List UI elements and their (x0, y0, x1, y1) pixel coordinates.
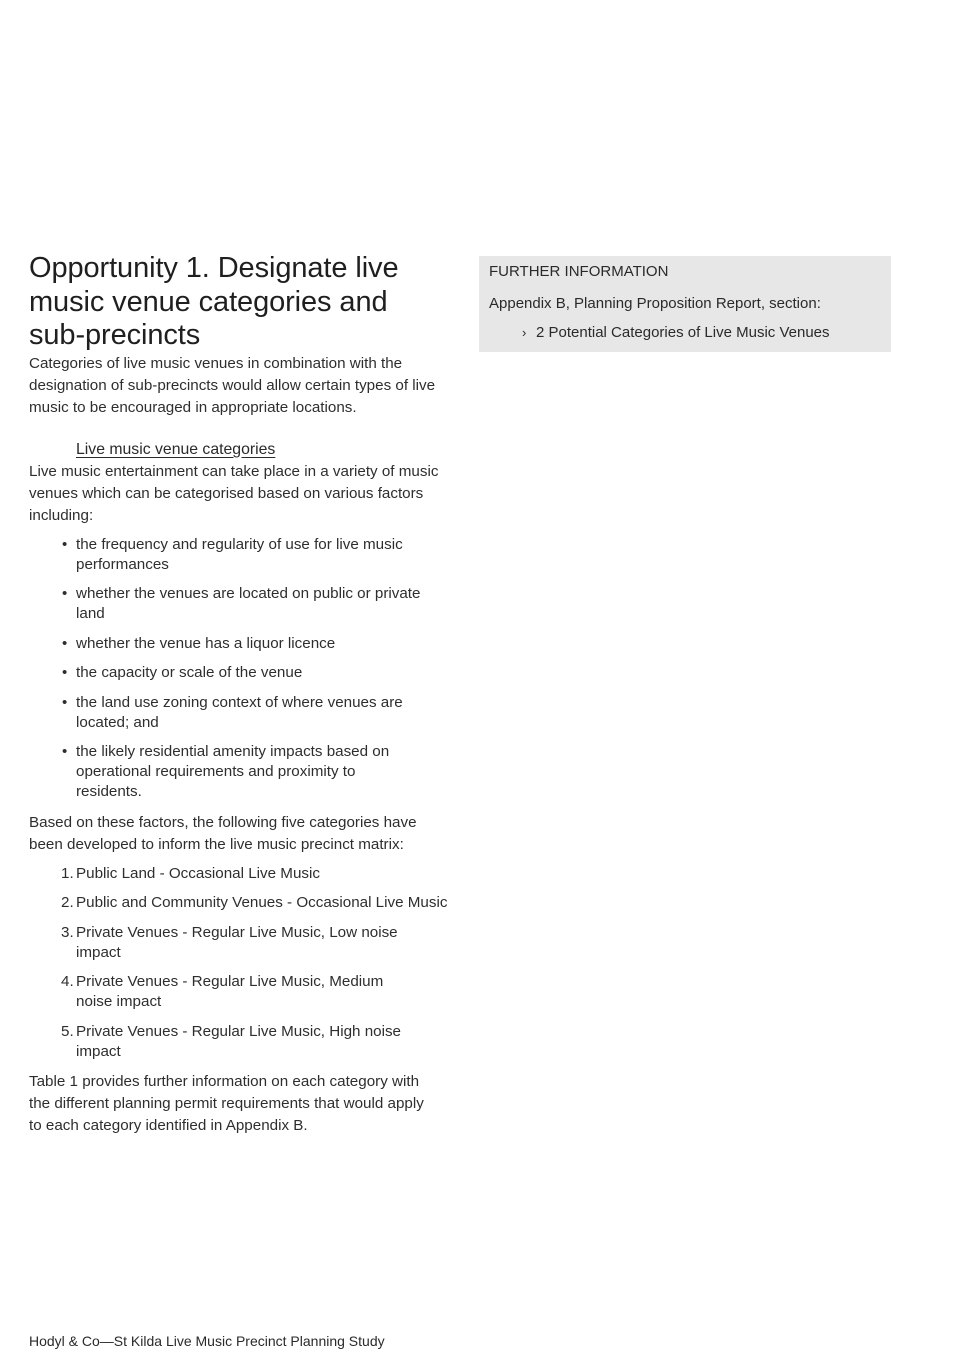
bullet-icon: • (62, 743, 68, 760)
further-information-source: Appendix B, Planning Proposition Report, section: (489, 295, 821, 312)
section-subheading: Live music venue categories (76, 440, 276, 458)
factors-intro-paragraph: Live music entertainment can take place in a variety of music venues which can be categorised based on various factors including: (29, 462, 439, 524)
further-information-box (479, 256, 891, 352)
page-title: Opportunity 1. Designate live music venue categories and sub-precincts (29, 252, 399, 351)
category-item: 2. Public and Community Venues - Occasional Live Music (61, 894, 448, 911)
category-item: 5. Private Venues - Regular Live Music, High noise impact (61, 1022, 402, 1060)
bullet-icon: • (62, 693, 68, 711)
category-item: 4. Private Venues - Regular Live Music, Medium noise impact (61, 973, 384, 1010)
categories-intro-paragraph: Based on these factors, the following five categories have been developed to inform the live music precinct matrix: (29, 813, 417, 853)
factors-list (29, 535, 449, 803)
further-information-heading: FURTHER INFORMATION (489, 263, 669, 280)
factor-item: • the likely residential amenity impacts based on operational requirements and proximity to residents. (62, 743, 390, 800)
further-information-link[interactable]: › 2 Potential Categories of Live Music Venues (522, 324, 830, 341)
factor-item: • whether the venue has a liquor licence (62, 634, 336, 652)
page-footer: Hodyl & Co—St Kilda Live Music Precinct Planning Study (29, 1333, 385, 1349)
closing-paragraph: Table 1 provides further information on each category with the different planning permit requirements that would apply to each category identified in Appendix B. (29, 1073, 424, 1134)
categories-list (29, 864, 449, 1062)
factor-item: • the capacity or scale of the venue (62, 664, 303, 681)
intro-paragraph: Categories of live music venues in combination with the designation of sub-precincts would allow certain types of live music to be encouraged in appropriate locations. (29, 354, 436, 416)
bullet-icon: • (62, 535, 68, 553)
category-item: 1. Public Land - Occasional Live Music (61, 864, 320, 882)
bullet-icon: • (62, 585, 68, 602)
main-column (29, 252, 449, 1137)
factor-item: • the frequency and regularity of use for live music performances (62, 535, 403, 573)
factor-item: • the land use zoning context of where venues are located; and (62, 693, 403, 731)
chevron-right-icon: › (522, 325, 527, 340)
factor-item: • whether the venues are located on public or private land (62, 585, 421, 622)
category-item: 3. Private Venues - Regular Live Music, Low noise impact (61, 923, 398, 961)
bullet-icon: • (62, 634, 68, 652)
bullet-icon: • (62, 664, 68, 681)
